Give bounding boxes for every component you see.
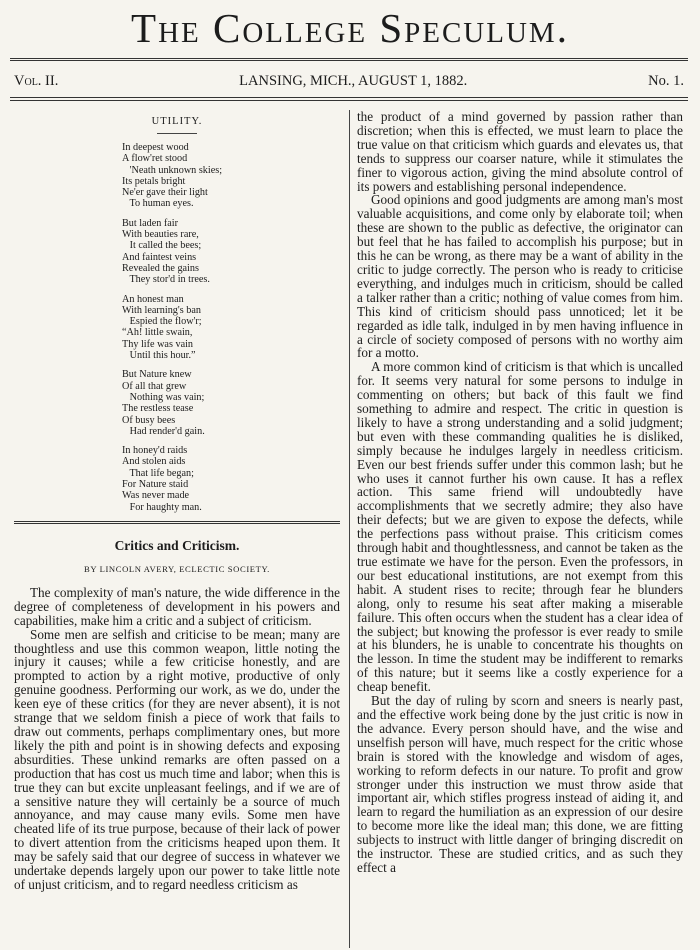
poem-line: Thy life was vain (122, 338, 194, 350)
poem-line: “Ah! little swain, (122, 327, 193, 339)
poem-stanza (122, 294, 340, 362)
poem-line: Espied the flow'r; (122, 316, 202, 328)
place-date: LANSING, MICH., AUGUST 1, 1882. (239, 73, 468, 89)
paragraph: But the day of ruling by scorn and sneers is nearly past, and the effective work being done by the just critic is now in the advance. Every person should have, and the wise and unselfish person will have, much respect for the critic whose brain is stored with the knowledge and wisdom of ages, working to reform defects in our nature. To profit and grow stronger under this instruction we must throw aside that important air, which stifles progress instead of aiding it, and learn to regard the humiliation as an expression of our desire to become more like the ideal man; this done, we are fitting subjects to instruct with little danger of bringing discredit on the instructor. These are studied critics, and as such they effect a (357, 693, 683, 875)
poem-line: An honest man (122, 293, 184, 305)
poem-line: But Nature knew (122, 369, 192, 381)
poem-line: Revealed the gains (122, 262, 199, 274)
poem-line: With learning's ban (122, 304, 201, 316)
poem-line: And stolen aids (122, 456, 186, 468)
poem-stanza (122, 445, 340, 513)
poem-line: In deepest wood (122, 142, 189, 153)
poem-line: The restless tease (122, 403, 194, 415)
poem-line: To human eyes. (122, 198, 194, 210)
poem-line: Of all that grew (122, 380, 187, 392)
poem-line: Until this hour.” (122, 350, 196, 362)
poem-title-rule (157, 133, 197, 134)
paragraph: The complexity of man's nature, the wide difference in the degree of completeness of development in his powers and capabilities, make him a critic and a subject of criticism. (14, 584, 340, 628)
issue-rule-top (10, 97, 688, 98)
poem-line: 'Neath unknown skies; (122, 164, 223, 176)
section-rule (14, 521, 340, 524)
poem-line: But laden fair (122, 217, 179, 229)
poem (122, 142, 340, 513)
poem-stanza (122, 369, 340, 437)
poem-line: A flow'ret stood (122, 153, 188, 165)
poem-line: That life began; (122, 467, 194, 479)
poem-line: Ne'er gave their light (122, 187, 208, 199)
issue-number: No. 1. (648, 73, 684, 89)
poem-line: Its petals bright (122, 175, 186, 187)
poem-line: With beauties rare, (122, 229, 199, 241)
article-title: Critics and Criticism. (114, 537, 240, 553)
right-column (357, 110, 683, 875)
paragraph: A more common kind of criticism is that which is uncalled for. It seems very natural for some persons to indulge in commenting on others; but back of this fault we find something to admire and respect. The critic in question is likely to have a strong understanding and a solid judgment; but even with these commanding qualities he is disliked, simply because he indulges largely in needless criticism. Even our best friends suffer under this common lash; but he who uses it cannot further his own cause. It has a reflex action. This same friend will undoubtedly have accomplishments that we secretly admire; they also have their defects; but we are given to expose the defects, while the perfections pass without praise. This criticism comes through habit and thoughtlessness, and cannot be taken as the true estimate we have for the person. Even the professors, in our best educational institutions, are not exempt from this habit. A student rises to recite; through fear he blunders along, only to resume his seat after making a miserable failure. This often occurs when the student has a clear idea of the subject; but knowing the professor is ever ready to smile at his blunders, he is unable to concentrate his thoughts on the lesson. In time the student may be indifferent to remarks of this nature; but it seems like a costly experience for a cheap benefit. (357, 359, 683, 695)
paragraph: Good opinions and good judgments are among man's most valuable acquisitions, and come only by elaborate toil; when these are shown to the public as defective, the originator can but feel that he has failed to accomplish his purpose; but in this he can be wrong, as there may be a want of ability in the critic to judge correctly. The person who is ready to criticise everything, and indulges much in criticism, should be called a talker rather than a critic; nothing of value comes from him. This kind of criticism should pass unnoticed; let it be regarded as idle talk, indulged in by men having influence in a circle of society composed of persons with no worthy aim for a motto. (357, 192, 683, 361)
poem-line: For haughty man. (122, 501, 202, 513)
issue-rule-bottom (10, 100, 688, 101)
poem-line: For Nature staid (122, 479, 189, 491)
masthead-rule (10, 58, 688, 61)
paragraph: the product of a mind governed by passion rather than discretion; when this is effected, we must learn to place the true value on that criticism which guards and elevates us, that tends to suppress our coarser nature, while it stimulates the finer to vigorous action, giving the mind absolute control of its powers and establishing personal independence. (357, 109, 683, 194)
poem-title: UTILITY. (151, 116, 203, 127)
issue-line (14, 72, 684, 90)
poem-line: Was never made (122, 490, 190, 502)
poem-line: Had render'd gain. (122, 425, 205, 437)
poem-line: And faintest veins (122, 251, 197, 263)
left-column (14, 112, 340, 892)
article-body-left (14, 586, 340, 892)
poem-line: Of busy bees (122, 414, 176, 426)
volume-label: Vol. II. (14, 73, 59, 89)
article-byline: BY LINCOLN AVERY, ECLECTIC SOCIETY. (84, 563, 270, 574)
masthead-title: The College Speculum. (131, 5, 569, 51)
paragraph: Some men are selfish and criticise to be mean; many are thoughtless and use this common weapon, little noting the injury it causes; while a few criticise honestly, and are prompted to action by a right motive, productive of only genuine goodness. Performing our work, as we do, under the keen eye of these critics (for they are never absent), it is not strange that we seldom finish a piece of work that fails to draw out comments, perhaps complimentary ones, but more likely the pith and point is in showing defects and exposing absurdities. These unkind remarks are often passed on a production that has cost us much time and labor; when this is true they can but excite unpleasant feelings, and if we are of a sensitive nature they will certainly be a source of much annoyance, and may cause many evils. Some men have cheated life of its true purpose, because of their lack of power to divert attention from the criticisms heaped upon them. It may be safely said that our degree of success in whatever we undertake depends largely upon our power to take little note of unjust criticism, and to regard needless criticism as (14, 626, 340, 892)
poem-line: Nothing was vain; (122, 391, 205, 403)
poem-stanza (122, 218, 340, 286)
poem-line: In honey'd raids (122, 445, 188, 457)
poem-line: They stor'd in trees. (122, 274, 210, 286)
poem-line: It called the bees; (122, 240, 202, 252)
poem-stanza (122, 142, 340, 210)
column-divider (349, 110, 350, 948)
